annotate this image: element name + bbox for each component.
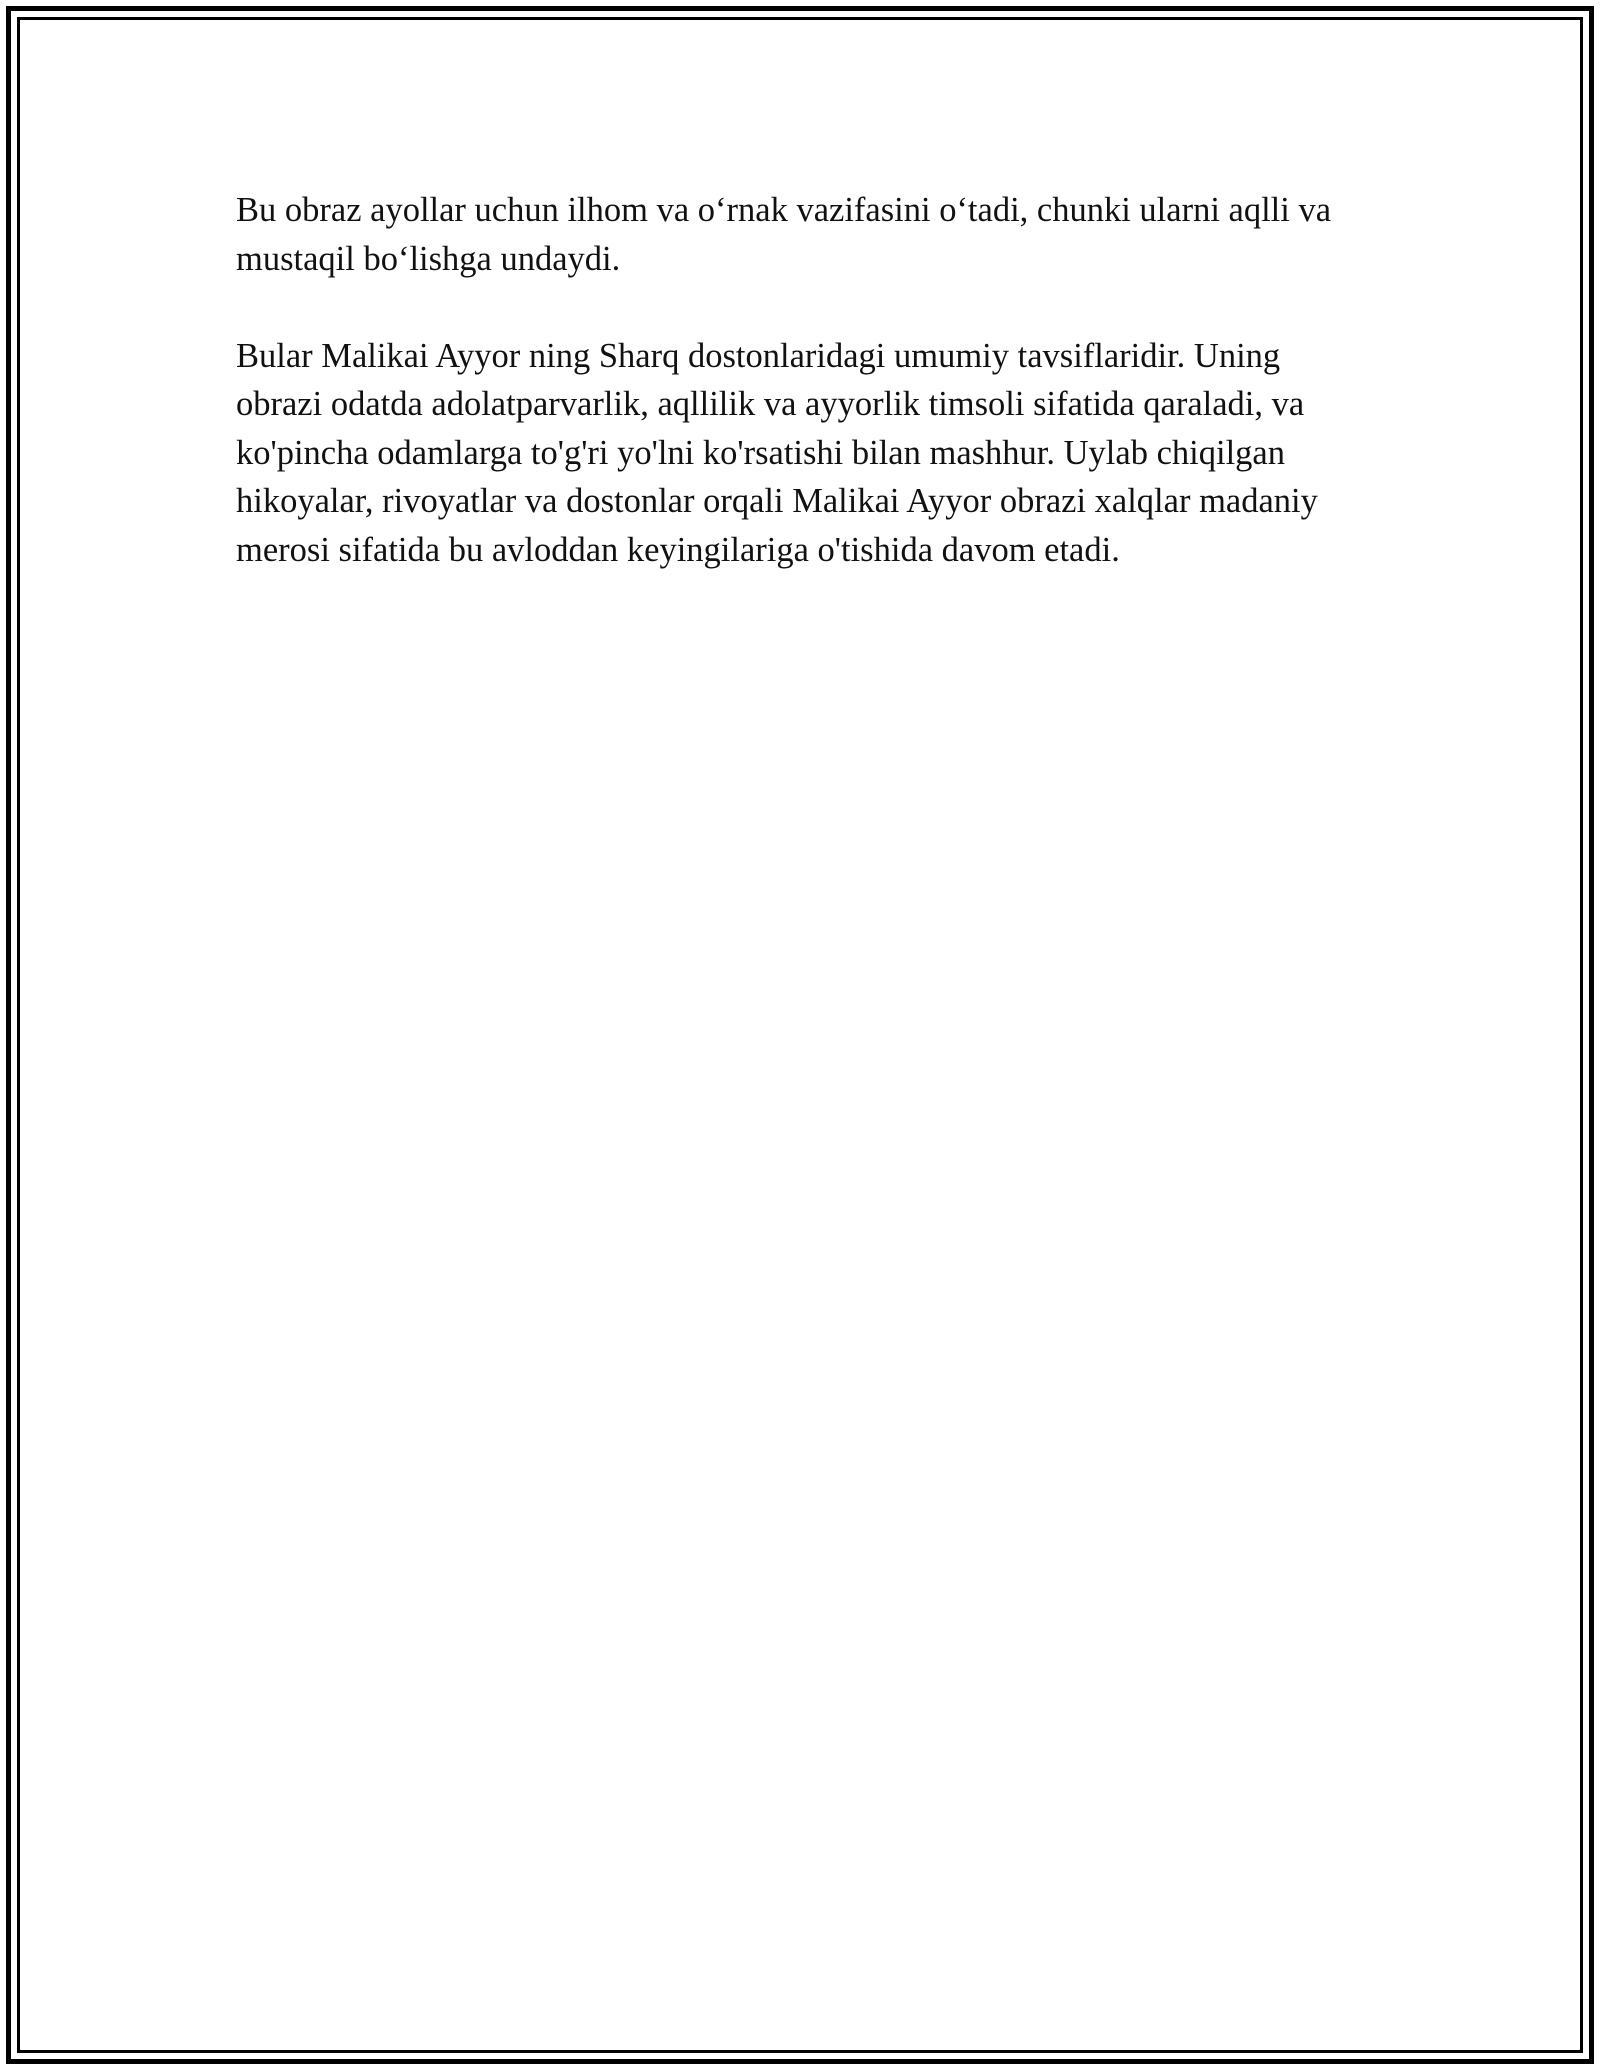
paragraph-1: Bu obraz ayollar uchun ilhom va o‘rnak vazifasini o‘tadi, chunki ularni aqlli va mustaqil bo‘lishga undaydi. bbox=[236, 191, 1332, 278]
document-body bbox=[236, 186, 1366, 574]
paragraph-2: Bular Malikai Ayyor ning Sharq dostonlaridagi umumiy tavsiflaridir. Uning obrazi odatda adolatparvarlik, aqllilik va ayyorlik timsoli sifatida qaraladi, va ko'pincha odamlarga to'g'ri yo'lni ko'rsatishi bilan mashhur. Uylab chiqilgan hikoyalar, rivoyatlar va dostonlar orqali Malikai Ayyor obrazi xalqlar madaniy merosi sifatida bu avloddan keyingilariga o'tishida davom etadi. bbox=[236, 336, 1318, 569]
